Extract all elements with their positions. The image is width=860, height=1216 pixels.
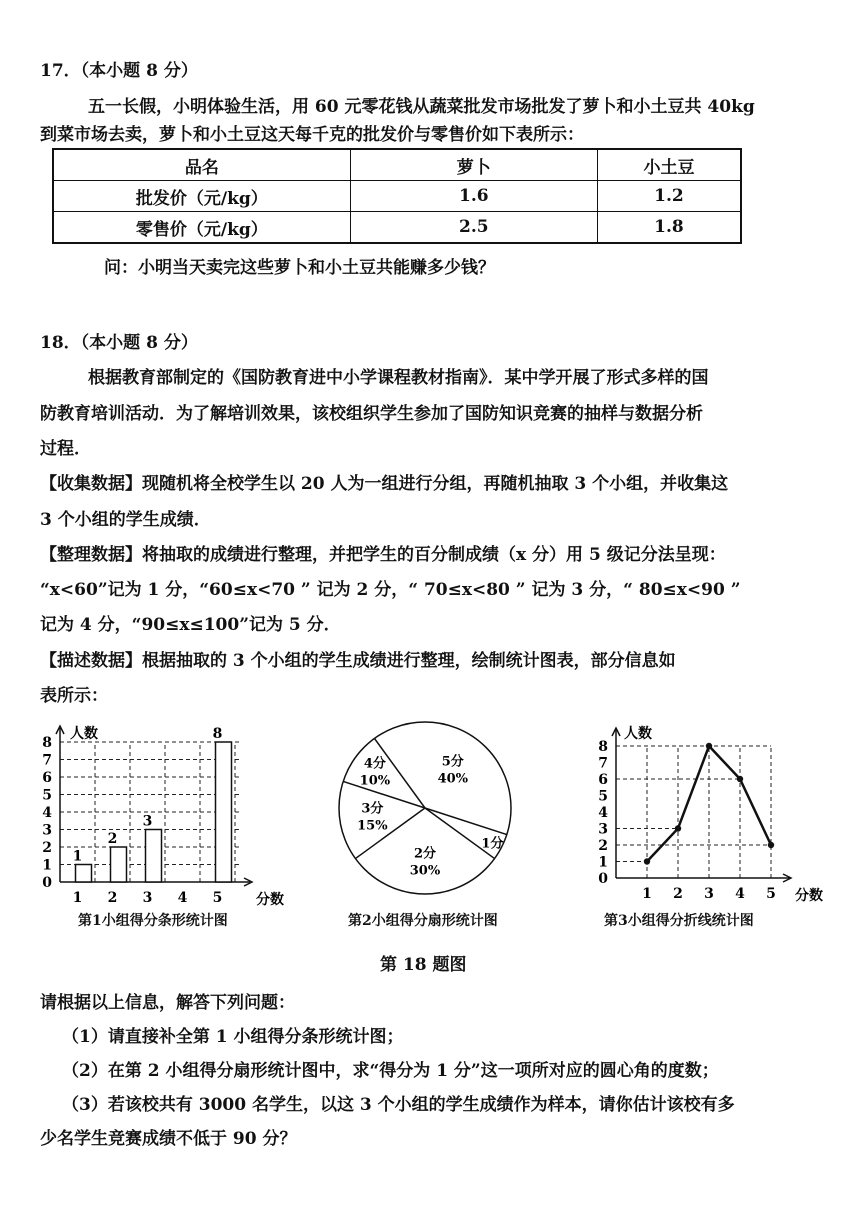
y-axis-label: 人数 [624, 726, 652, 742]
data-point [737, 776, 743, 782]
y-tick-label: 3 [42, 822, 52, 839]
x-axis-label: 分数 [256, 892, 284, 908]
y-tick-label: 7 [598, 755, 608, 772]
group2-pie-chart [330, 718, 520, 898]
x-tick-label: 1 [72, 890, 83, 906]
bar-chart-caption: 第1小组得分条形统计图 [78, 913, 228, 929]
table-header-cell: 萝卜 [350, 149, 597, 181]
x-tick-label: 4 [735, 886, 745, 902]
pie-slice-label: 1分 [481, 836, 504, 852]
data-point [706, 743, 712, 749]
y-tick-label: 6 [598, 772, 608, 788]
sub-question-2: （2）在第 2 小组得分扇形统计图中，求“得分为 1 分”这一项所对应的圆心角的度数； [62, 1061, 719, 1081]
x-tick-label: 2 [107, 890, 118, 906]
bar-data-label: 1 [72, 848, 83, 865]
q18-para-line1: 根据教育部制定的《国防教育进中小学课程教材指南》．某中学开展了形式多样的国 [88, 368, 709, 388]
pie-slice-label: 4分 [363, 756, 386, 772]
collect-data-line2: 3 个小组的学生成绩． [40, 510, 211, 530]
line-chart-caption: 第3小组得分折线统计图 [604, 913, 754, 929]
y-tick-label: 2 [598, 838, 608, 854]
bar-data-label: 8 [212, 726, 223, 742]
bar-data-label: 2 [107, 831, 118, 847]
y-tick-label: 0 [42, 875, 52, 891]
bar [216, 742, 232, 882]
table-header-row [53, 149, 741, 181]
ask-line: 请根据以上信息，解答下列问题： [40, 993, 295, 1013]
table-header-cell: 小土豆 [597, 149, 741, 181]
q17-question: 问：小明当天卖完这些萝卜和小土豆共能赚多少钱？ [104, 258, 495, 278]
table-cell: 1.8 [597, 212, 741, 244]
pie-chart-caption: 第2小组得分扇形统计图 [348, 913, 498, 929]
table-cell: 2.5 [350, 212, 597, 244]
describe-data-line2: 表所示： [40, 686, 108, 706]
y-tick-label: 4 [42, 805, 52, 821]
x-tick-label: 5 [766, 886, 776, 902]
data-point [675, 825, 681, 831]
x-tick-label: 3 [704, 886, 714, 902]
y-axis-label: 人数 [70, 726, 98, 742]
y-tick-label: 8 [42, 735, 52, 751]
y-tick-label: 5 [42, 787, 52, 804]
table-cell: 1.2 [597, 181, 741, 212]
y-tick-label: 1 [598, 854, 608, 871]
x-tick-label: 5 [212, 890, 223, 906]
table-row [53, 212, 741, 244]
table-cell: 零售价（元/kg） [53, 212, 350, 244]
pie-slice-percent: 40% [437, 771, 469, 787]
table-cell: 1.6 [350, 181, 597, 212]
q18-para-line2: 防教育培训活动．为了解培训效果，该校组织学生参加了国防知识竞赛的抽样与数据分析 [40, 404, 703, 424]
sub-question-3-line2: 少名学生竞赛成绩不低于 90 分？ [40, 1129, 297, 1149]
q18-para-line3: 过程． [40, 439, 91, 459]
q17-body-line1: 五一长假，小明体验生活，用 60 元零花钱从蔬菜批发市场批发了萝卜和小土豆共 40kg [88, 97, 755, 117]
pie-slice-label: 2分 [413, 846, 437, 862]
describe-data-line1: 【描述数据】根据抽取的 3 个小组的学生成绩进行整理，绘制统计图表，部分信息如 [40, 651, 676, 671]
q17-header: 17．（本小题 8 分） [40, 61, 198, 81]
table-cell: 批发价（元/kg） [53, 181, 350, 212]
y-tick-label: 1 [42, 857, 52, 874]
bar-data-label: 3 [142, 813, 153, 830]
x-tick-label: 4 [177, 890, 188, 906]
y-tick-label: 2 [42, 840, 52, 856]
x-tick-label: 1 [642, 886, 652, 902]
group1-bar-chart [30, 712, 310, 908]
bar [111, 847, 127, 882]
organize-data-line1: 【整理数据】将抽取的成绩进行整理，并把学生的百分制成绩（x 分）用 5 级记分法呈现： [40, 545, 726, 565]
y-tick-label: 3 [598, 821, 608, 838]
organize-data-line3: 记为 4 分，“90≤x≤100”记为 5 分． [40, 615, 341, 635]
bar [76, 865, 92, 883]
y-tick-label: 0 [598, 871, 608, 887]
collect-data-line1: 【收集数据】现随机将全校学生以 20 人为一组进行分组，再随机抽取 3 个小组，并收集这 [40, 474, 729, 494]
y-tick-label: 8 [598, 739, 608, 755]
y-tick-label: 5 [598, 788, 608, 805]
table-row [53, 181, 741, 212]
pie-slice-percent: 10% [359, 773, 391, 789]
organize-data-line2: “x<60”记为 1 分，“60≤x<70 ” 记为 2 分，“ 70≤x<80 ” 记为 3 分，“ 80≤x<90 ” [40, 580, 741, 600]
group3-line-chart [580, 712, 823, 904]
q17-body-line2: 到菜市场去卖，萝卜和小土豆这天每千克的批发价与零售价如下表所示： [40, 125, 584, 145]
table-header-cell: 品名 [53, 149, 350, 181]
sub-question-1: （1）请直接补全第 1 小组得分条形统计图； [62, 1027, 404, 1047]
y-tick-label: 7 [42, 752, 52, 769]
x-tick-label: 3 [142, 890, 153, 906]
pie-slice-percent: 30% [409, 863, 441, 879]
q18-header: 18．（本小题 8 分） [40, 333, 198, 353]
figure-title: 第 18 题图 [380, 955, 467, 975]
price-table [52, 148, 742, 244]
x-axis-label: 分数 [795, 888, 823, 904]
pie-slice-label: 5分 [441, 754, 464, 770]
pie-slice-percent: 15% [357, 818, 388, 834]
y-tick-label: 6 [42, 770, 52, 786]
bar [146, 830, 162, 883]
data-point [644, 858, 650, 864]
sub-question-3-line1: （3）若该校共有 3000 名学生，以这 3 个小组的学生成绩作为样本，请你估计该校有多 [62, 1095, 735, 1115]
data-point [768, 842, 774, 848]
pie-slice-label: 3分 [361, 801, 384, 817]
x-tick-label: 2 [673, 886, 683, 902]
y-tick-label: 4 [598, 805, 608, 821]
